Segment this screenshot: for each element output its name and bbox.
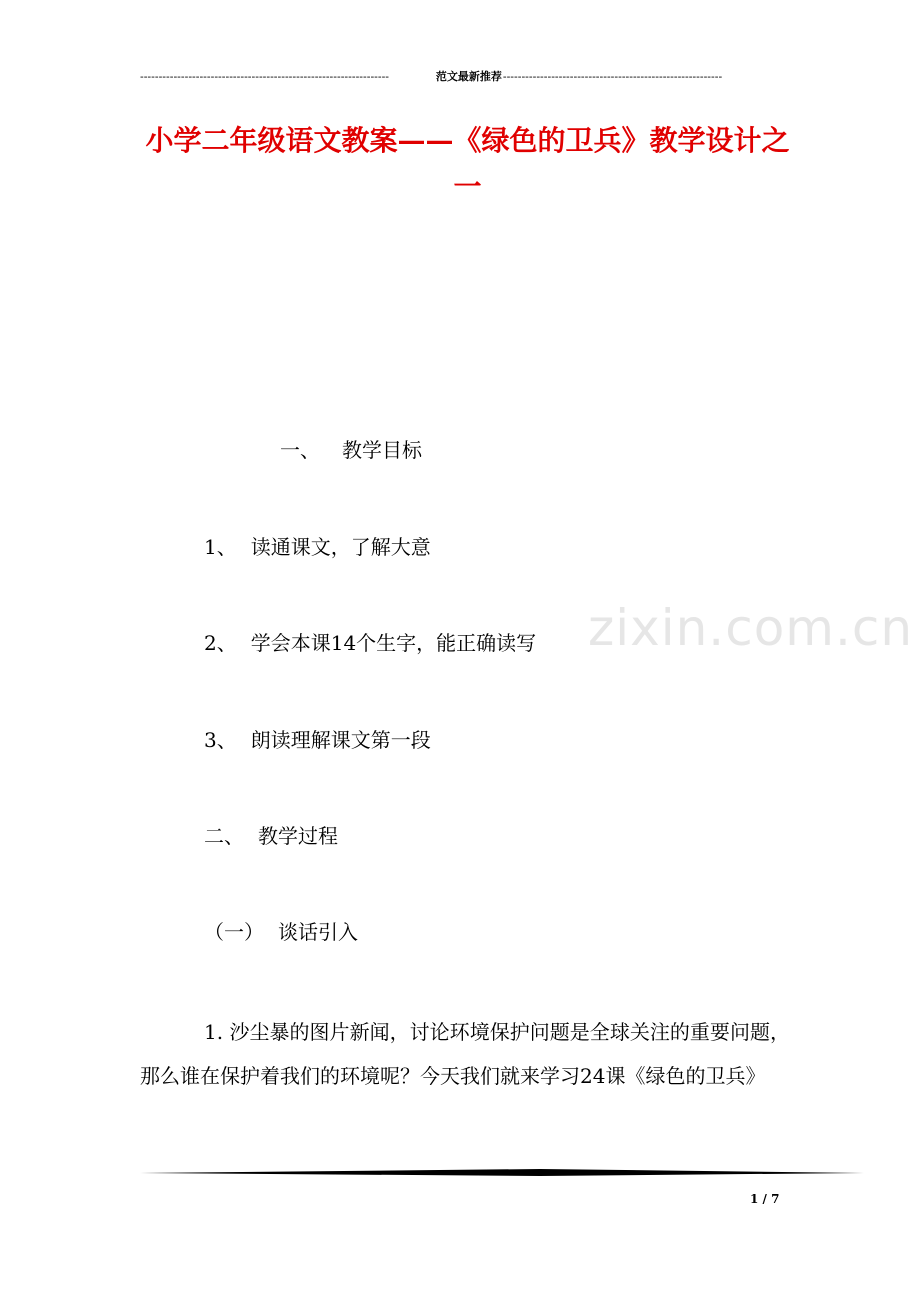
- goal-item-3: [204, 720, 431, 760]
- header-left-rule: -------------------------------------------------------------------: [140, 70, 390, 83]
- goal-item-2: [204, 623, 536, 663]
- header-label: 范文最新推荐: [435, 70, 502, 83]
- process-heading-number: 二、: [204, 824, 244, 848]
- watermark: zixin.com.cn: [588, 599, 914, 657]
- goal-3-number: 3、: [204, 728, 237, 752]
- goals-heading: [280, 430, 422, 470]
- goal-2-text: 学会本课14个生字，能正确读写: [250, 631, 537, 655]
- intro-heading-number: （一）: [204, 920, 264, 944]
- goal-1-number: 1、: [204, 535, 237, 559]
- intro-heading: [204, 912, 358, 952]
- goal-item-1: [204, 527, 431, 567]
- process-heading-text: 教学过程: [258, 824, 338, 848]
- goal-1-text: 读通课文，了解大意: [250, 535, 431, 559]
- footer-rule: [140, 1168, 864, 1177]
- document-title: 小学二年级语文教案——《绿色的卫兵》教学设计之一: [145, 124, 790, 203]
- page-number: 1 / 7: [750, 1192, 780, 1206]
- goal-3-text: 朗读理解课文第一段: [250, 728, 431, 752]
- header-right-rule: -----------------------------------------------------------: [502, 70, 723, 83]
- goal-2-number: 2、: [204, 631, 237, 655]
- intro-paragraph: 1. 沙尘暴的图片新闻，讨论环境保护问题是全球关注的重要问题，那么谁在保护着我们的环境呢？今天我们就来学习24课《绿色的卫兵》: [140, 1020, 790, 1088]
- goals-heading-number: 一、: [280, 438, 320, 462]
- process-heading: [204, 816, 338, 856]
- intro-heading-text: 谈话引入: [278, 920, 358, 944]
- page-header: [140, 70, 768, 84]
- goals-heading-text: 教学目标: [342, 438, 422, 462]
